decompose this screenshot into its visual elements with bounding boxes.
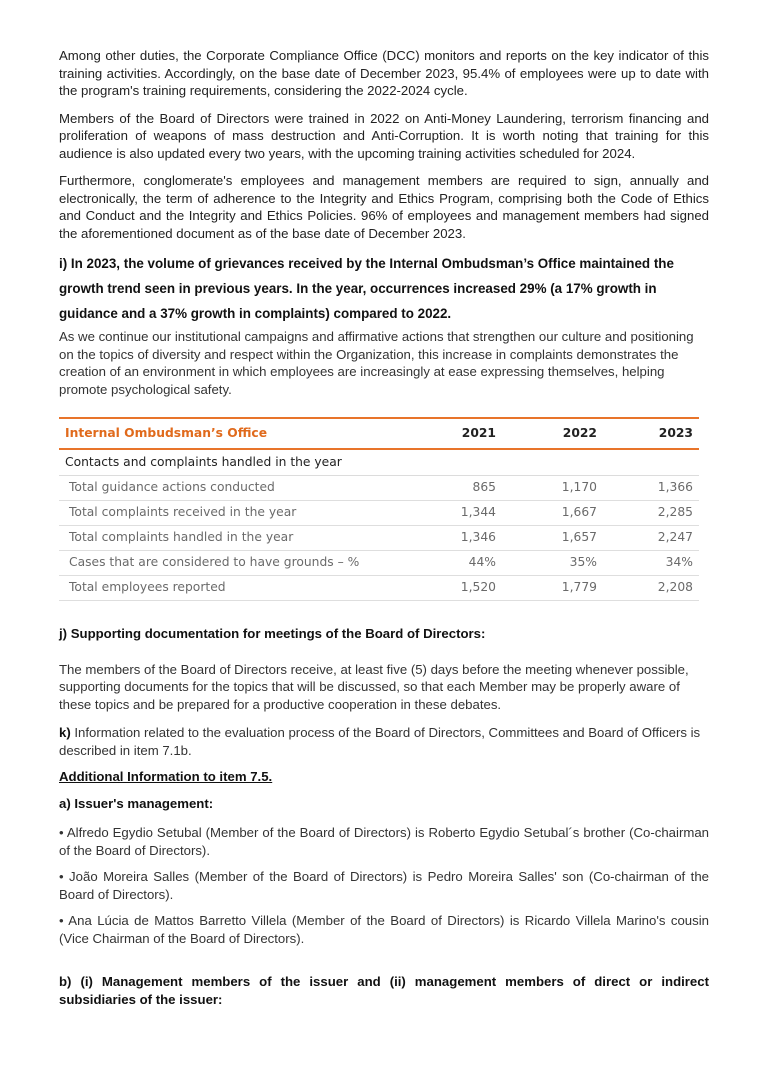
cell-value: 865 <box>401 476 502 501</box>
cell-value: 1,779 <box>502 576 603 601</box>
list-item: • Ana Lúcia de Mattos Barretto Villela (Member of the Board of Directors) is Ricardo Villela Marino's cousin (Vice Chairman of the Board of Directors). <box>59 913 709 946</box>
cell-value: 2,208 <box>603 576 699 601</box>
list-item: • João Moreira Salles (Member of the Board of Directors) is Pedro Moreira Salles' son (Co-chairman of the Board of Directors). <box>59 869 709 902</box>
table-header-row <box>59 418 699 449</box>
document-page <box>59 47 709 1007</box>
row-label: Total complaints received in the year <box>59 501 401 526</box>
cell-value: 1,366 <box>603 476 699 501</box>
list-item: • Alfredo Egydio Setubal (Member of the Board of Directors) is Roberto Egydio Setubal´s brother (Co-chairman of the Board of Directors). <box>59 825 709 858</box>
issuer-management-heading: a) Issuer's management: <box>59 795 214 811</box>
year-header: 2022 <box>502 418 603 449</box>
year-header: 2023 <box>603 418 699 449</box>
table-subheader-row <box>59 449 699 476</box>
table-row <box>59 526 699 551</box>
paragraph-compliance-training: Among other duties, the Corporate Compliance Office (DCC) monitors and reports on the key indicator of this training activities. Accordingly, on the base date of December 2023, 95.4% of employees were up to date with the program's training requirements, considering the 2022-2024 cycle. <box>59 48 709 98</box>
section-j-body: The members of the Board of Directors receive, at least five (5) days before the meeting whenever possible, supporting documents for the topics that will be discussed, so that each Member may be properly aware of these topics and be prepared for a productive cooperation in these debates. <box>59 661 689 712</box>
management-members-heading: b) (i) Management members of the issuer and (ii) management members of direct or indirect subsidiaries of the issuer: <box>59 974 709 1007</box>
row-label: Total guidance actions conducted <box>59 476 401 501</box>
table-row <box>59 551 699 576</box>
cell-value: 1,520 <box>401 576 502 601</box>
table-row <box>59 576 699 601</box>
row-label: Total employees reported <box>59 576 401 601</box>
cell-value: 1,344 <box>401 501 502 526</box>
paragraph-adherence: Furthermore, conglomerate's employees and management members are required to sign, annually and electronically, the term of adherence to the Integrity and Ethics Program, comprising both the Code of Ethics and Conduct and the Integrity and Ethics Policies. 96% of employees and management members had signed the aforementioned document as of the base date of December 2023. <box>59 173 709 241</box>
table-title: Internal Ombudsman’s Office <box>59 418 401 449</box>
year-header: 2021 <box>401 418 502 449</box>
table-subheader: Contacts and complaints handled in the year <box>59 449 699 476</box>
cell-value: 1,346 <box>401 526 502 551</box>
paragraph-board-training: Members of the Board of Directors were trained in 2022 on Anti-Money Laundering, terrorism financing and proliferation of weapons of mass destruction and Anti-Corruption. It is worth noting that training for this audience is also updated every two years, with the upcoming training activities scheduled for 2024. <box>59 110 709 161</box>
cell-value: 2,285 <box>603 501 699 526</box>
cell-value: 1,657 <box>502 526 603 551</box>
cell-value: 34% <box>603 551 699 576</box>
ombudsman-table <box>59 417 699 601</box>
cell-value: 44% <box>401 551 502 576</box>
paragraph-campaigns: As we continue our institutional campaigns and affirmative actions that strengthen our culture and positioning on the topics of diversity and respect within the Organization, this increase in complaints demonstrates the creation of an environment in which employees are increasingly at ease expressing themselves, helping promote psychological safety. <box>59 329 694 397</box>
section-k-label: k) <box>59 725 71 740</box>
section-k <box>59 724 709 759</box>
cell-value: 2,247 <box>603 526 699 551</box>
item-i-heading: i) In 2023, the volume of grievances received by the Internal Ombudsman’s Office maintained the growth trend seen in previous years. In the year, occurrences increased 29% (a 17% growth in guidance and a 37% growth in complaints) compared to 2022. <box>59 256 674 321</box>
cell-value: 35% <box>502 551 603 576</box>
table-row <box>59 476 699 501</box>
row-label: Total complaints handled in the year <box>59 526 401 551</box>
row-label: Cases that are considered to have grounds – % <box>59 551 401 576</box>
cell-value: 1,170 <box>502 476 603 501</box>
additional-info-heading: Additional Information to item 7.5. <box>59 769 273 784</box>
section-j-onward <box>59 625 709 1008</box>
cell-value: 1,667 <box>502 501 603 526</box>
section-j-heading: j) Supporting documentation for meetings of the Board of Directors: <box>59 626 486 641</box>
table-row <box>59 501 699 526</box>
section-k-body: Information related to the evaluation process of the Board of Directors, Committees and Board of Officers is described in item 7.1b. <box>59 725 701 758</box>
